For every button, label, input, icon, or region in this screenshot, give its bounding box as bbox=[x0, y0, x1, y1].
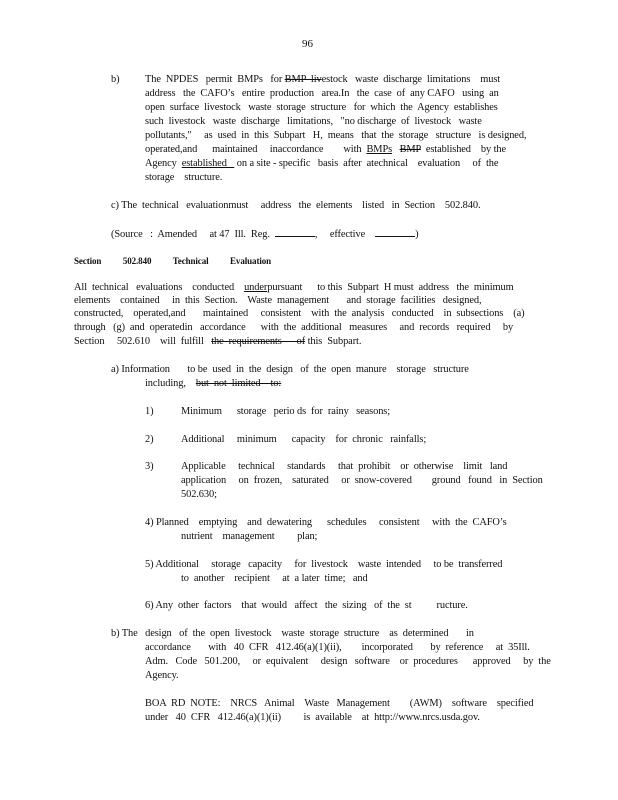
sub-4-line-2: nutrient management plan; bbox=[181, 531, 318, 542]
deleted-text: but not limited to: bbox=[195, 378, 282, 389]
sub-2-text: Additional minimum capacity for chronic rainfalls; bbox=[181, 434, 427, 445]
boa-note-line-1: BOA RD NOTE: NRCS Animal Waste Management (AWM) software specified bbox=[145, 698, 534, 709]
item-b-line-3: Adm. Code 501.200, or equivalent design software or procedures approved by the bbox=[145, 656, 551, 667]
para-b-label: b) bbox=[111, 74, 120, 85]
sub-3-line-3: 502.630; bbox=[181, 489, 217, 500]
boa-note-line-2: under 40 CFR 412.46(a)(1)(ii) is available at http://www.nrcs.usda.gov. bbox=[145, 712, 480, 723]
inserted-text: established bbox=[181, 158, 235, 169]
para-b-line-5: pollutants," as used in this Subpart H, means that the storage structure is designed, bbox=[145, 130, 527, 141]
blank-line bbox=[275, 227, 315, 237]
sub-2-number: 2) bbox=[145, 434, 154, 445]
intro-line-4: through (g) and operatedin accordance with the additional measures and records required by bbox=[74, 322, 514, 333]
deleted-text: BMP liv bbox=[284, 74, 322, 85]
intro-line-1: All technical evaluations conducted underpursuant to this Subpart H must address the minimum bbox=[74, 282, 514, 293]
sub-1-text: Minimum storage perio ds for rainy seasons; bbox=[181, 406, 391, 417]
deleted-text: BMP bbox=[399, 144, 421, 155]
deleted-text: the requirements of bbox=[211, 336, 306, 347]
item-b-line-1: b) The design of the open livestock waste storage structure as determined in bbox=[111, 628, 474, 639]
item-b-line-4: Agency. bbox=[145, 670, 179, 681]
intro-line-2: elements contained in this Section. Waste management and storage facilities designed, bbox=[74, 295, 482, 306]
section-heading: Section 502.840 Technical Evaluation bbox=[74, 256, 272, 266]
item-a-line-1: a) Information to be used in the design of the open manure storage structure bbox=[111, 364, 469, 375]
blank-line bbox=[375, 227, 415, 237]
item-a-line-2: including, but not limited to: bbox=[145, 378, 282, 389]
para-b-line-1: The NPDES permit BMPs for BMP livestock waste discharge limitations must bbox=[145, 74, 501, 85]
para-b-line-3: open surface livestock waste storage structure for which the Agency establishes bbox=[145, 102, 498, 113]
intro-line-5: Section 502.610 will fulfill the requirements of this Subpart. bbox=[74, 336, 362, 347]
sub-3-line-2: application on frozen, saturated or snow-covered ground found in Section bbox=[181, 475, 543, 486]
inserted-text: under bbox=[244, 282, 268, 293]
inserted-text: BMPs bbox=[366, 144, 393, 155]
sub-5-line-1: 5) Additional storage capacity for livestock waste intended to be transferred bbox=[145, 559, 503, 570]
page-number: 96 bbox=[302, 38, 313, 50]
sub-5-line-2: to another recipient at a later time; and bbox=[181, 573, 368, 584]
sub-6: 6) Any other factors that would affect the sizing of the st ructure. bbox=[145, 600, 468, 611]
sub-4-line-1: 4) Planned emptying and dewatering schedules consistent with the CAFO’s bbox=[145, 517, 507, 528]
source-line: (Source : Amended at 47 Ill. Reg. , effective ) bbox=[111, 229, 419, 240]
para-b-line-8: storage structure. bbox=[145, 172, 223, 183]
para-b-line-7: Agency established on a site - specific basis after atechnical evaluation of the bbox=[145, 158, 499, 169]
sub-1-number: 1) bbox=[145, 406, 154, 417]
intro-line-3: constructed, operated,and maintained consistent with the analysis conducted in subsections (a) bbox=[74, 308, 525, 319]
para-b-line-2: address the CAFO’s entire production area.In the case of any CAFO using an bbox=[145, 88, 499, 99]
para-b-line-4: such livestock waste discharge limitations, "no discharge of livestock waste bbox=[145, 116, 482, 127]
para-c: c) The technical evaluationmust address the elements listed in Section 502.840. bbox=[111, 200, 481, 211]
sub-3-line-1: Applicable technical standards that prohibit or otherwise limit land bbox=[181, 461, 508, 472]
para-b-line-6: operated,and maintained inaccordance with BMPs BMP established by the bbox=[145, 144, 506, 155]
sub-3-number: 3) bbox=[145, 461, 154, 472]
item-b-line-2: accordance with 40 CFR 412.46(a)(1)(ii), incorporated by reference at 35Ill. bbox=[145, 642, 530, 653]
